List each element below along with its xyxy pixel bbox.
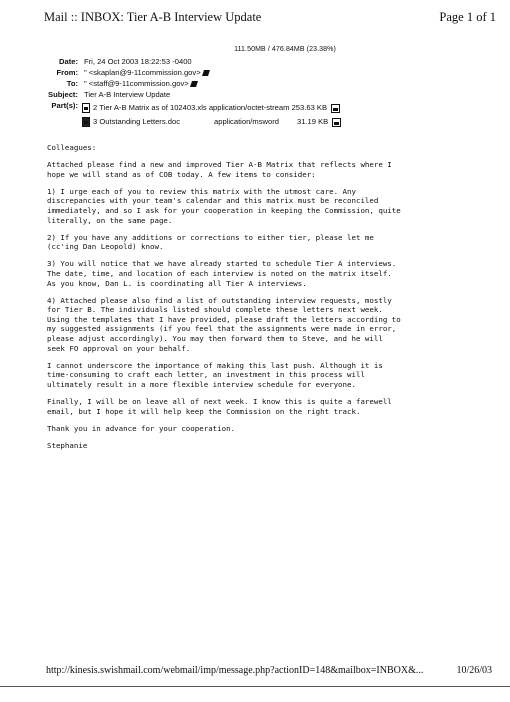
body-paragraph: Thank you in advance for your cooperation. bbox=[47, 423, 236, 433]
to-value bbox=[84, 78, 197, 89]
date-value: Fri, 24 Oct 2003 18:22:53 -0400 bbox=[84, 57, 192, 66]
message-body bbox=[47, 143, 470, 458]
to-address-link[interactable]: " <staff@9-11commission.gov> bbox=[84, 79, 189, 88]
divider bbox=[0, 686, 510, 687]
download-icon[interactable] bbox=[332, 118, 341, 127]
from-value bbox=[84, 67, 209, 78]
parts-label: Part(s): bbox=[51, 101, 78, 110]
from-label: From: bbox=[56, 68, 78, 77]
print-date: 10/26/03 bbox=[456, 665, 492, 676]
attachment-size: 253.63 KB bbox=[291, 103, 328, 112]
body-paragraph: Finally, I will be on leave all of next week. I know this is quite a farewell email, but I hope it will help keep the Commission on the right track. bbox=[47, 396, 392, 416]
attachment-link[interactable]: Tier A-B Matrix as of 102403.xls bbox=[99, 103, 207, 112]
print-footer bbox=[34, 665, 496, 679]
add-contact-icon[interactable] bbox=[190, 81, 198, 87]
from-address-link[interactable]: " <skaplan@9-11commission.gov> bbox=[84, 68, 201, 77]
date-label: Date: bbox=[59, 57, 78, 66]
attachment-type: application/msword bbox=[214, 117, 279, 126]
attachment-type: application/octet-stream bbox=[208, 103, 290, 112]
subject-row bbox=[34, 89, 490, 100]
part-number: 2 bbox=[93, 103, 98, 112]
page-number: Page 1 of 1 bbox=[439, 10, 496, 24]
subject-label: Subject: bbox=[48, 90, 78, 99]
date-row bbox=[34, 56, 490, 67]
print-header bbox=[44, 10, 496, 28]
body-paragraph: Attached please find a new and improved Tier A-B Matrix that reflects where I hope we will stand as of COB today. A few items to consider: bbox=[47, 160, 392, 179]
body-paragraph: 4) Attached please also find a list of outstanding interview requests, mostly for Tier B. The individuals listed should complete these letters next week. Using the templates that I have provided, please draft the letters according to my suggested assignments (if you feel that the assignments were made in error, please adjust accordingly). You may then forward them to Steve, and he will seek FO approval on your behalf. bbox=[47, 295, 401, 353]
page-title: Mail :: INBOX: Tier A-B Interview Update bbox=[44, 10, 262, 24]
attachment-size: 31.19 KB bbox=[297, 117, 329, 126]
part-row bbox=[34, 115, 490, 129]
body-paragraph: 3) You will notice that we have already started to schedule Tier A interviews. The date, time, and location of each interview is noted on the matrix itself. As you know, Dan L. is coordinating all Tier A interviews. bbox=[47, 259, 397, 288]
message-headers bbox=[34, 56, 490, 129]
signature: Stephanie bbox=[47, 440, 88, 450]
body-paragraph: I cannot underscore the importance of making this last push. Although it is time-consuming to craft each letter, an investment in this process will ultimately result in a more flexible interview schedule for everyone. bbox=[47, 360, 383, 389]
spreadsheet-file-icon bbox=[82, 103, 90, 113]
from-row bbox=[34, 67, 490, 78]
attachment-doc bbox=[82, 115, 341, 129]
attachment-xls bbox=[82, 101, 340, 115]
part-row bbox=[34, 101, 490, 115]
body-paragraph: Colleagues: bbox=[47, 143, 97, 152]
part-number: 3 bbox=[93, 117, 98, 126]
add-contact-icon[interactable] bbox=[202, 70, 210, 76]
attachment-link[interactable]: Outstanding Letters.doc bbox=[99, 117, 180, 126]
body-paragraph: 2) If you have any additions or corrections to either tier, please let me (cc'ing Dan Leopold) know. bbox=[47, 232, 374, 252]
to-label: To: bbox=[66, 79, 78, 88]
mailbox-quota: 111.50MB / 476.84MB (23.38%) bbox=[234, 46, 336, 53]
to-row bbox=[34, 78, 490, 89]
document-file-icon bbox=[82, 117, 90, 127]
subject-value: Tier A-B Interview Update bbox=[84, 90, 171, 99]
page-url: http://kinesis.swishmail.com/webmail/imp/message.php?actionID=148&mailbox=INBOX&... bbox=[46, 665, 424, 676]
download-icon[interactable] bbox=[331, 104, 340, 113]
body-paragraph: 1) I urge each of you to review this matrix with the utmost care. Any discrepancies with your team's calendar and this matrix must be reconciled immediately, and so I ask for your cooperation in keeping the Commission, quite literally, on the same page. bbox=[47, 186, 401, 225]
